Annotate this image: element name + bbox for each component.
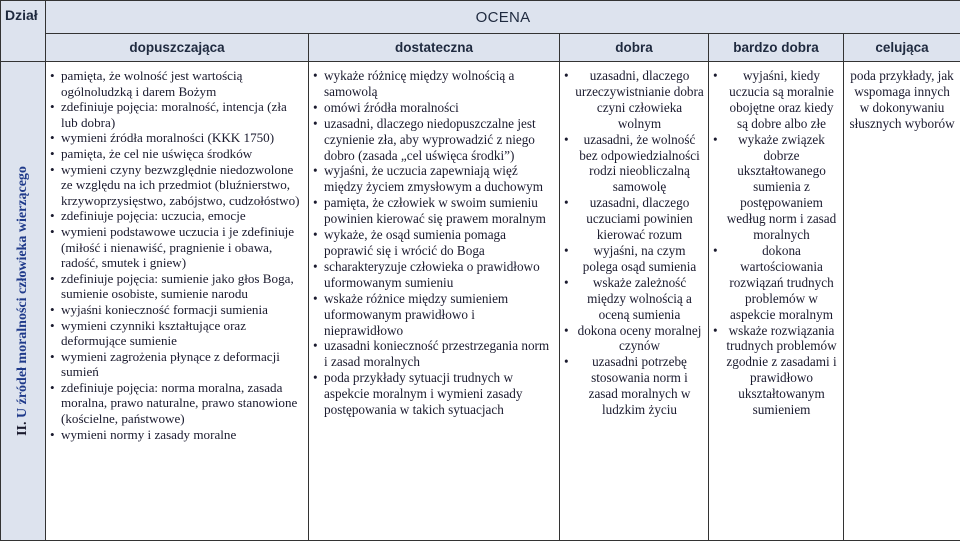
requirement-item: • wymieni podstawowe uczucia i je zdefiniuje (miłość i nienawiść, pragnienie i obawa, radość, smutek i gniew): [50, 224, 304, 271]
requirement-item: • poda przykłady sytuacji trudnych w aspekcie moralnym i wymieni zasady postępowania w takich sytuacjach: [313, 370, 555, 418]
requirement-item: • wykaże związek dobrze ukształtowanego sumienia z postępowaniem według norm i zasad moralnych: [713, 132, 839, 243]
requirements-list: [564, 68, 704, 418]
grade-dopuszczajaca: dopuszczająca: [46, 34, 309, 62]
grade-dostateczna: dostateczna: [309, 34, 560, 62]
requirements-list: [50, 68, 304, 442]
requirement-item: poda przykłady, jak wspomaga innych w dokonywaniu słusznych wyborów: [849, 68, 955, 131]
requirement-item: • uzasadni konieczność przestrzegania norm i zasad moralnych: [313, 338, 555, 370]
requirement-item: • uzasadni, dlaczego niedopuszczalne jest czynienie zła, aby wyprowadzić z niego dobro (zasada „cel uświęca środki”): [313, 116, 555, 164]
grade-bardzo-dobra: bardzo dobra: [709, 34, 844, 62]
requirements-list: [713, 68, 839, 418]
requirement-item: • wymieni czynniki kształtujące oraz deformujące sumienie: [50, 318, 304, 349]
requirement-item: • wyjaśni, kiedy uczucia są moralnie obojętne oraz kiedy są dobre albo złe: [713, 68, 839, 132]
section-cell: [1, 62, 46, 541]
requirement-item: • wyjaśni, na czym polega osąd sumienia: [564, 243, 704, 275]
requirements-list: [313, 68, 555, 418]
requirement-item: • zdefiniuje pojęcia: norma moralna, zasada moralna, prawo naturalne, prawo stanowione (kościelne, państwowe): [50, 380, 304, 427]
grade-celujaca: celująca: [844, 34, 960, 62]
requirements-list: [848, 68, 956, 132]
header-dzial: Dział: [1, 1, 46, 62]
requirement-item: • wykaże, że osąd sumienia pomaga poprawić się i wrócić do Boga: [313, 227, 555, 259]
header-ocena: OCENA: [46, 1, 960, 34]
column-dopuszczajaca: [46, 62, 309, 541]
requirement-item: • wskaże zależność między wolnością a oceną sumienia: [564, 275, 704, 323]
requirement-item: • pamięta, że człowiek w swoim sumieniu powinien kierować się prawem moralnym: [313, 195, 555, 227]
requirement-item: • wymieni zagrożenia płynące z deformacji sumień: [50, 349, 304, 380]
requirement-item: • zdefiniuje pojęcia: moralność, intencja (zła lub dobra): [50, 99, 304, 130]
section-name: U źródeł moralności człowieka wierzącego: [15, 166, 30, 419]
grade-dobra: dobra: [560, 34, 709, 62]
column-celujaca: [844, 62, 960, 541]
requirement-item: • dokona oceny moralnej czynów: [564, 323, 704, 355]
requirement-item: • wymieni normy i zasady moralne: [50, 427, 304, 443]
requirement-item: • wyjaśni, że uczucia zapewniają więź między życiem zmysłowym a duchowym: [313, 163, 555, 195]
requirement-item: • wskaże różnice między sumieniem uformowanym prawidłowo i nieprawidłowo: [313, 291, 555, 339]
requirement-item: • wymieni źródła moralności (KKK 1750): [50, 130, 304, 146]
requirement-item: • zdefiniuje pojęcia: sumienie jako głos Boga, sumienie osobiste, sumienie narodu: [50, 271, 304, 302]
requirement-item: • dokona wartościowania rozwiązań trudnych problemów w aspekcie moralnym: [713, 243, 839, 323]
requirement-item: • zdefiniuje pojęcia: uczucia, emocje: [50, 208, 304, 224]
section-title: [15, 166, 31, 436]
requirement-item: • wymieni czyny bezwzględnie niedozwolone ze względu na ich przedmiot (bluźnierstwo, krzywoprzysięstwo, zabójstwo, cudzołóstwo): [50, 162, 304, 209]
requirement-item: • pamięta, że cel nie uświęca środków: [50, 146, 304, 162]
requirement-item: • wykaże różnicę między wolnością a samowolą: [313, 68, 555, 100]
requirement-item: • uzasadni, dlaczego urzeczywistnianie dobra czyni człowieka wolnym: [564, 68, 704, 132]
section-roman: II.: [15, 421, 30, 436]
requirement-item: • wyjaśni konieczność formacji sumienia: [50, 302, 304, 318]
requirement-item: • uzasadni, że wolność bez odpowiedzialności rodzi nieobliczalną samowolę: [564, 132, 704, 196]
requirement-item: • uzasadni, dlaczego uczuciami powinien kierować rozum: [564, 195, 704, 243]
column-dobra: [560, 62, 709, 541]
requirement-item: • uzasadni potrzebę stosowania norm i zasad moralnych w ludzkim życiu: [564, 354, 704, 418]
column-bardzo-dobra: [709, 62, 844, 541]
column-dostateczna: [309, 62, 560, 541]
requirement-item: • pamięta, że wolność jest wartością ogólnoludzką i darem Bożym: [50, 68, 304, 99]
requirement-item: • wskaże rozwiązania trudnych problemów zgodnie z zasadami i prawidłowo ukształtowanym sumieniem: [713, 323, 839, 418]
requirement-item: • scharakteryzuje człowieka o prawidłowo uformowanym sumieniu: [313, 259, 555, 291]
requirement-item: • omówi źródła moralności: [313, 100, 555, 116]
